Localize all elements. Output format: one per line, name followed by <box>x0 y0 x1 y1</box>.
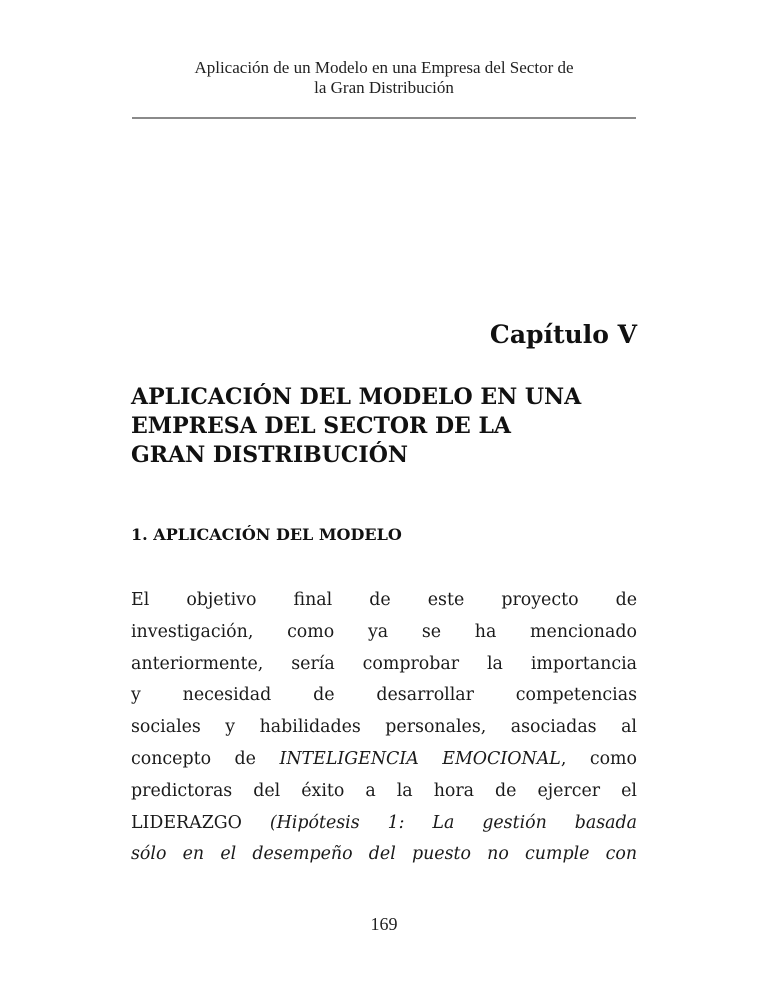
word: concepto <box>131 748 212 769</box>
word: la <box>396 780 413 801</box>
word: proyecto <box>501 590 579 610</box>
word: al <box>621 717 637 738</box>
italic-word: 1: <box>387 812 405 833</box>
running-header-line-2: la Gran Distribución <box>314 78 454 97</box>
header-rule <box>132 117 636 119</box>
word: competencias <box>515 685 637 706</box>
word: de <box>369 590 391 610</box>
chapter-title <box>131 383 651 470</box>
word: como <box>287 621 335 642</box>
word: objetivo <box>186 590 257 610</box>
word: sería <box>291 653 335 674</box>
word: este <box>427 590 465 610</box>
word: importancia <box>530 653 638 674</box>
word: de <box>615 590 638 610</box>
italic-word: del <box>368 844 396 865</box>
word: , <box>560 748 567 769</box>
word: asociadas <box>510 717 597 738</box>
italic-word: basada <box>574 812 638 833</box>
word: éxito <box>301 780 345 801</box>
word: de <box>313 685 335 706</box>
italic-word: EMOCIONAL <box>442 748 561 769</box>
word: necesidad <box>182 685 272 706</box>
paragraph-line <box>131 617 637 649</box>
word: de <box>234 748 256 769</box>
word: LIDERAZGO <box>131 812 242 833</box>
italic-word: en <box>182 844 205 865</box>
word: El <box>131 590 150 610</box>
word: anteriormente, <box>131 653 264 674</box>
italic-word: La <box>432 812 455 833</box>
page-number: 169 <box>370 914 398 934</box>
word: habilidades <box>259 717 361 738</box>
word: hora <box>433 780 475 801</box>
word: el <box>621 780 637 801</box>
paragraph-line <box>131 808 637 840</box>
word: la <box>486 653 503 674</box>
word: ya <box>367 621 389 642</box>
italic-word: INTELIGENCIA <box>279 748 419 769</box>
paragraph-line <box>131 680 637 712</box>
paragraph-line <box>131 712 637 744</box>
chapter-label: Capítulo V <box>489 320 637 349</box>
paragraph-line <box>131 776 637 808</box>
chapter-title-line: APLICACIÓN DEL MODELO EN UNA <box>131 384 582 410</box>
word: del <box>253 780 281 801</box>
word: comprobar <box>362 653 460 674</box>
running-header <box>132 58 636 98</box>
italic-word: el <box>220 844 237 865</box>
body-paragraph <box>131 585 637 871</box>
word: desarrollar <box>376 685 474 706</box>
word: y <box>131 685 141 706</box>
chapter-title-line: EMPRESA DEL SECTOR DE LA <box>131 413 511 439</box>
paragraph-line <box>131 744 637 776</box>
italic-word: no <box>487 844 509 865</box>
paragraph-line <box>131 585 637 617</box>
word: final <box>293 590 333 610</box>
section-heading: 1. APLICACIÓN DEL MODELO <box>131 525 402 544</box>
word: investigación, <box>131 621 254 642</box>
word: a <box>365 780 376 801</box>
word: y <box>225 717 236 738</box>
italic-word: gestión <box>482 812 547 833</box>
word: de <box>495 780 517 801</box>
word: personales, <box>385 717 487 738</box>
word: predictoras <box>131 780 233 801</box>
chapter-title-line: GRAN DISTRIBUCIÓN <box>131 442 408 468</box>
italic-word: (Hipótesis <box>269 812 360 833</box>
paragraph-line <box>131 649 637 681</box>
word: mencionado <box>530 621 637 642</box>
italic-word: con <box>605 844 638 865</box>
word: ejercer <box>537 780 601 801</box>
italic-word: sólo <box>131 844 167 865</box>
running-header-line-1: Aplicación de un Modelo en una Empresa del Sector de <box>194 58 574 77</box>
italic-word: desempeño <box>252 844 353 865</box>
word: sociales <box>131 717 201 738</box>
italic-word: cumple <box>525 844 590 865</box>
italic-word: puesto <box>411 844 471 865</box>
word: como <box>589 748 637 769</box>
paragraph-line <box>131 839 637 871</box>
word: se <box>421 621 442 642</box>
word: ha <box>474 621 497 642</box>
